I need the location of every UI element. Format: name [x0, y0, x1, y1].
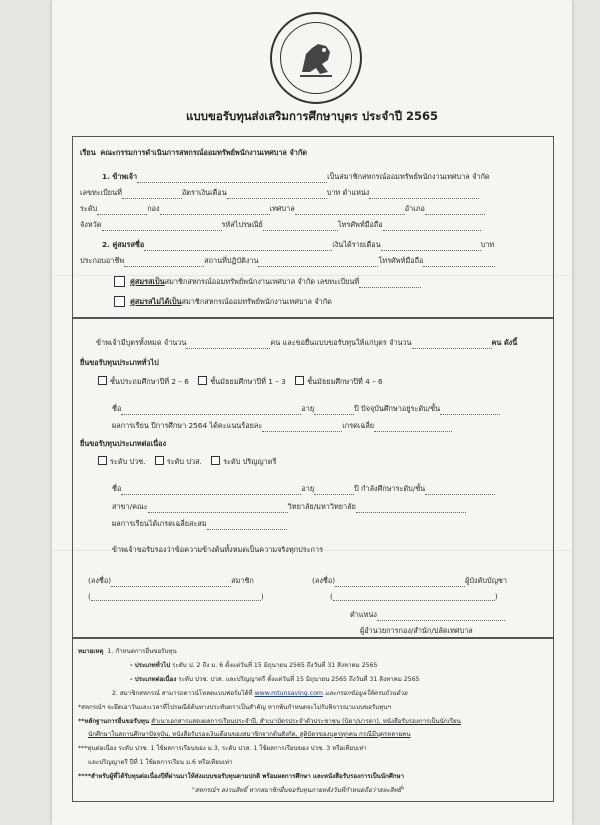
cont-high-vocational-label: ระดับ ปวส. — [166, 457, 202, 466]
spouse-not-member-checkbox[interactable] — [114, 296, 125, 307]
certify-text: ข้าพเจ้าขอรับรองว่าข้อความข้างต้นทั้งหมดเป็นความจริงทุกประการ — [112, 545, 323, 554]
position-field[interactable] — [369, 190, 479, 199]
note-1a: ระดับ ป. 2 ถึง ม. 6 ตั้งแต่วันที่ 15 มิถุนายน 2565 ถึงวันที่ 31 สิงหาคม 2565 — [172, 662, 378, 669]
level-label: ระดับ — [80, 204, 98, 213]
baht-label: บาท — [480, 240, 495, 249]
spouse-member-label-b: สมาชิกสหกรณ์ออมทรัพย์พนักงานเทศบาล จำกัด เลขทะเบียนที่ — [164, 277, 360, 286]
child-age-label: อายุ — [301, 404, 315, 413]
child-name-field[interactable] — [121, 406, 301, 415]
item1-label: 1. ข้าพเจ้า — [102, 172, 138, 181]
salary-rate-label: อัตราเงินเดือน — [181, 188, 227, 197]
spouse-not-label-a: คู่สมรสไม่ได้เป็น — [130, 297, 182, 306]
mobile-label: โทรศัพท์มือถือ — [337, 220, 383, 229]
division-label: กอง — [147, 204, 160, 213]
continuing-heading: ยื่นขอรับทุนประเภทต่อเนื่อง — [80, 439, 167, 448]
level-field[interactable] — [97, 206, 147, 215]
commander-label: ผู้บังคับบัญชา — [465, 576, 507, 585]
college-field[interactable] — [356, 504, 466, 513]
province-label: จังหวัด — [80, 220, 102, 229]
child2-age-field[interactable] — [314, 486, 354, 495]
spouse-not-label-b: สมาชิกสหกรณ์ออมทรัพย์พนักงานเทศบาล จำกัด — [181, 297, 332, 306]
note-5b: และปริญญาตรี ปีที่ 1 ใช้ผลการเรียน ม.6 หรือเทียบเท่า — [88, 759, 233, 766]
note-6: ****สำหรับผู้ที่ได้รับทุนต่อเนื่องปีที่ผ่านมาให้ส่งแบบขอรับทุนตามปกติ พร้อมผลการศึกษา และหนังสือรับรองการเป็นนักศึกษา — [78, 773, 405, 780]
member-of-text: เป็นสมาชิกสหกรณ์ออมทรัพย์พนักงานเทศบาล จำกัด — [327, 172, 490, 181]
workplace-label: สถานที่ปฏิบัติงาน — [204, 256, 259, 265]
note-2a: 2. สมาชิกสหกรณ์ สามารถดาวน์โหลดแบบฟอร์มได้ที่ — [112, 690, 253, 697]
note-2b: และกรอกข้อมูลให้ครบถ้วนด้วย — [324, 690, 408, 697]
spouse-member-label-a: คู่สมรสเป็น — [130, 277, 165, 286]
member-printed-name-field[interactable] — [91, 592, 261, 601]
paren-open: ( — [88, 592, 91, 601]
member-no-field[interactable] — [122, 190, 182, 199]
notes-heading: หมายเหตุ — [78, 648, 104, 655]
children-total-field[interactable] — [186, 340, 270, 349]
mobile2-field[interactable] — [423, 258, 495, 267]
form-paper — [52, 0, 572, 825]
cont-bachelor-checkbox[interactable] — [211, 456, 220, 465]
branch-label: สาขา/คณะ — [112, 502, 148, 511]
child2-age-label: อายุ — [301, 484, 315, 493]
note-4c: นักศึกษาในสถานศึกษาปัจจุบัน, หนังสือรับรองเงินเดือนของสมาชิกจากต้นสังกัด, สูติบัตรของบุตรทุกคน กรณีมีบุตรหลายคน — [88, 731, 411, 738]
child-name-label: ชื่อ — [112, 404, 122, 413]
general-primary-checkbox[interactable] — [98, 376, 107, 385]
children-label-a: ข้าพเจ้ามีบุตรทั้งหมด จำนวน — [96, 338, 187, 347]
commander-position-field[interactable] — [377, 612, 505, 621]
child-level-field[interactable] — [440, 406, 500, 415]
member-no-label: เลขทะเบียนที่ — [80, 188, 122, 197]
gpa-field[interactable] — [374, 423, 452, 432]
gpa-cum-field[interactable] — [207, 521, 287, 530]
general-primary-label: ชั้นประถมศึกษาปีที่ 2 – 6 — [110, 377, 189, 386]
spouse-member-checkbox[interactable] — [114, 276, 125, 287]
note-1b-label: - ประเภทต่อเนื่อง — [130, 676, 177, 683]
child2-name-field[interactable] — [121, 486, 301, 495]
salary-field[interactable] — [227, 190, 327, 199]
mobile2-label: โทรศัพท์มือถือ — [378, 256, 424, 265]
paren-close2: ) — [494, 592, 498, 601]
child2-level-field[interactable] — [425, 486, 495, 495]
member-signature-field[interactable] — [111, 578, 231, 587]
children-label-b: คน และขอยื่นแบบขอรับทุนให้แก่บุตร จำนวน — [270, 338, 412, 347]
child2-name-label: ชื่อ — [112, 484, 122, 493]
applicant-name-field[interactable] — [137, 174, 327, 183]
general-upper-sec-label: ชั้นมัธยมศึกษาปีที่ 4 – 6 — [307, 377, 383, 386]
college-label: วิทยาลัย/มหาวิทยาลัย — [287, 502, 356, 511]
occupation-field[interactable] — [124, 258, 204, 267]
result-percent-field[interactable] — [262, 423, 342, 432]
note-1b: ระดับ ปวช. ปวส. และปริญญาตรี ตั้งแต่วันที่ 15 มิถุนายน 2565 ถึงวันที่ 31 สิงหาคม 2565 — [178, 676, 420, 683]
position2-label: ตำแหน่ง — [350, 610, 377, 619]
paren-close: ) — [260, 592, 264, 601]
commander-signature-field[interactable] — [335, 578, 465, 587]
cont-vocational-label: ระดับ ปวช. — [110, 457, 146, 466]
child-age-field[interactable] — [314, 406, 354, 415]
to-recipient: คณะกรรมการดำเนินการสหกรณ์ออมทรัพย์พนักงานเทศบาล จำกัด — [100, 148, 307, 157]
district-field[interactable] — [425, 206, 485, 215]
note-1a-label: - ประเภททั่วไป — [130, 662, 171, 669]
occupation-label: ประกอบอาชีพ — [80, 256, 125, 265]
paren-open2: ( — [330, 592, 333, 601]
spouse-salary-field[interactable] — [381, 242, 481, 251]
spouse-member-no-field[interactable] — [359, 279, 421, 288]
postcode-field[interactable] — [263, 222, 338, 231]
branch-field[interactable] — [148, 504, 288, 513]
child-level-label: ปี ปัจจุบันศึกษาอยู่ระดับ/ชั้น — [354, 404, 441, 413]
spouse-name-field[interactable] — [144, 242, 332, 251]
mobile-field[interactable] — [383, 222, 481, 231]
municipality-label: เทศบาล — [269, 204, 295, 213]
cont-high-vocational-checkbox[interactable] — [155, 456, 164, 465]
sign-label: (ลงชื่อ) — [88, 576, 112, 585]
general-upper-sec-checkbox[interactable] — [295, 376, 304, 385]
district-label: อำเภอ — [404, 204, 425, 213]
director-label: ผู้อำนวยการกอง/สำนัก/ปลัดเทศบาล — [360, 626, 473, 635]
province-field[interactable] — [102, 222, 222, 231]
item2-label: 2. คู่สมรสชื่อ — [102, 240, 145, 249]
children-apply-field[interactable] — [412, 340, 492, 349]
children-label-c: คน ดังนี้ — [491, 338, 518, 347]
member-label: สมาชิก — [231, 576, 254, 585]
monthly-salary-label: เงินได้รายเดือน — [332, 240, 381, 249]
sign2-label: (ลงชื่อ) — [312, 576, 336, 585]
gpa-label: เกรดเฉลี่ย — [342, 421, 375, 430]
note-5: ***ทุนต่อเนื่อง ระดับ ปวช. 1 ใช้ผลการเรียนของ ม.3, ระดับ ปวส. 1 ใช้ผลการเรียนของ ปวช. 3 หรือเทียบเท่า — [78, 745, 367, 752]
download-link[interactable]: www.mtunsaving.com — [254, 690, 323, 697]
workplace-field[interactable] — [258, 258, 378, 267]
general-heading: ยื่นขอรับทุนประเภททั่วไป — [80, 358, 159, 367]
note-3: *สหกรณ์ฯ จะยึดเอาวันและเวลาที่ไปรษณีย์ต้นทางประทับตราเป็นสำคัญ หากพ้นกำหนดจะไม่รับพิจารณาแบบขอรับทุนฯ — [78, 704, 391, 711]
cont-vocational-checkbox[interactable] — [98, 456, 107, 465]
gpa-cum-label: ผลการเรียนได้เกรดเฉลี่ยสะสม — [112, 519, 207, 528]
commander-printed-name-field[interactable] — [333, 592, 495, 601]
note-4a: **หลักฐานการยื่นขอรับทุน — [78, 718, 150, 725]
note-4b: สำเนาเอกสารแสดงผลการเรียนประจำปี, สำเนาบัตรประจำตัวประชาชน (บิดา/มารดา), หนังสือรับรองการเป็นนักเรียน — [151, 718, 461, 725]
postcode-label: รหัสไปรษณีย์ — [221, 220, 263, 229]
general-lower-sec-checkbox[interactable] — [198, 376, 207, 385]
form-title: แบบขอรับทุนส่งเสริมการศึกษาบุตร ประจำปี 2565 — [185, 109, 439, 123]
municipality-field[interactable] — [295, 206, 405, 215]
general-lower-sec-label: ชั้นมัธยมศึกษาปีที่ 1 – 3 — [210, 377, 286, 386]
division-field[interactable] — [160, 206, 270, 215]
cooperative-seal-icon — [270, 12, 362, 104]
note-7: "สหกรณ์ฯ สงวนสิทธิ์ หากสมาชิกยื่นขอรับทุนภายหลังวันที่กำหนดถือว่าสละสิทธิ์" — [192, 787, 405, 794]
note-1: 1. กำหนดการยื่นขอรับทุน — [107, 648, 177, 655]
to-label: เรียน — [80, 148, 96, 157]
result-label: ผลการเรียน ปีการศึกษา 2564 ได้คะแนนร้อยละ — [112, 421, 263, 430]
position-label: บาท ตำแหน่ง — [326, 188, 370, 197]
cont-bachelor-label: ระดับ ปริญญาตรี — [223, 457, 277, 466]
child2-level-label: ปี กำลังศึกษาระดับ/ชั้น — [354, 484, 426, 493]
